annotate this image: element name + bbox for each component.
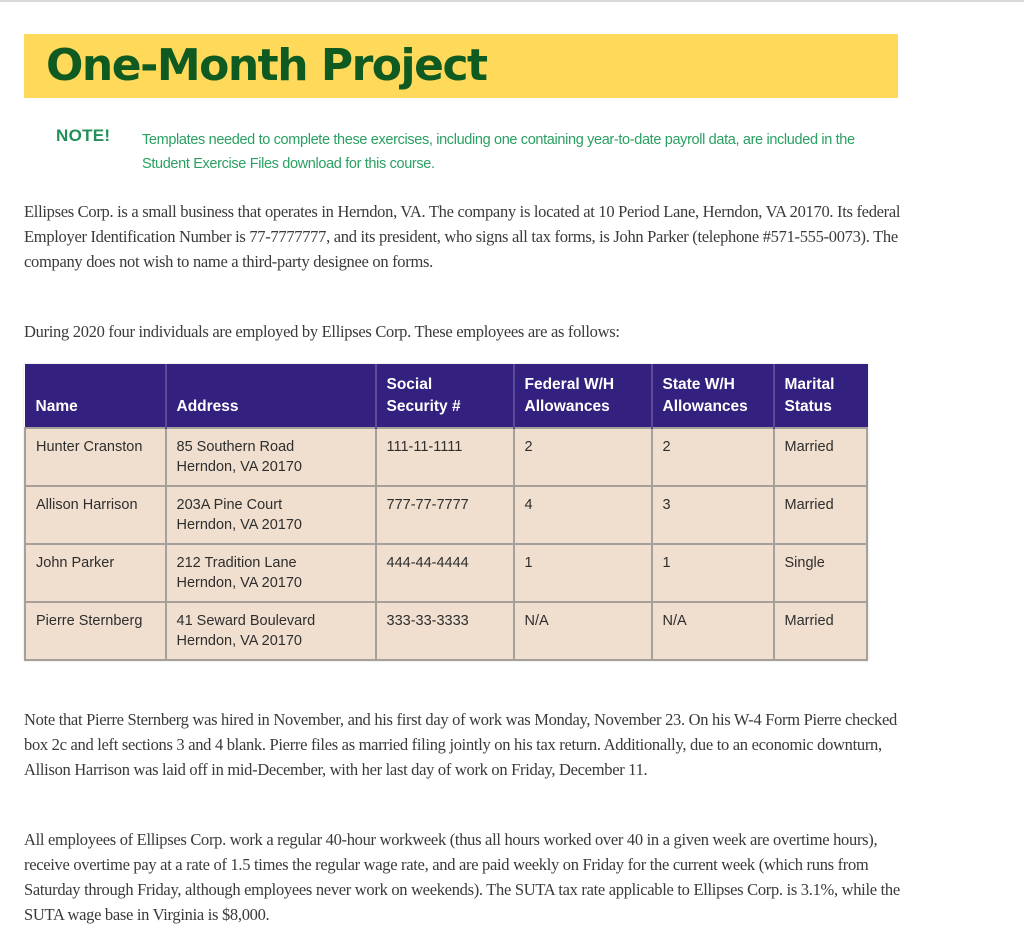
cell-federal-allowances: N/A (514, 602, 652, 660)
cell-ssn: 333-33-3333 (376, 602, 514, 660)
column-header-address-label: Address (176, 398, 239, 415)
column-header-state-allowances (652, 365, 774, 429)
employee-table (24, 364, 868, 661)
cell-name: Allison Harrison (25, 486, 166, 544)
address-line2: Herndon, VA 20170 (176, 459, 302, 475)
cell-ssn: 777-77-7777 (376, 486, 514, 544)
payroll-policy-paragraph: All employees of Ellipses Corp. work a regular 40-hour workweek (thus all hours worked over 40 in a given week are overtime hours), receive overtime pay at a rate of 1.5 times the regular wage rate, and are paid weekly on Friday for the current week (which runs from Saturday through Friday, although employees never work on weekends). The SUTA tax rate applicable to Ellipses Corp. is 3.1%, while the SUTA wage base in Virginia is $8,000. (24, 830, 900, 924)
cell-state-allowances: N/A (652, 602, 774, 660)
address-line2: Herndon, VA 20170 (176, 633, 302, 649)
employee-notes-paragraph: Note that Pierre Sternberg was hired in November, and his first day of work was Monday, November 23. On his W-4 Form Pierre checked box 2c and left sections 3 and 4 blank. Pierre files as married filing jointly on his tax return. Additionally, due to an economic downturn, Allison Harrison was laid off in mid-December, with her last day of work on Friday, December 11. (24, 710, 897, 779)
column-header-federal-allowances (514, 365, 652, 429)
cell-federal-allowances: 1 (514, 544, 652, 602)
table-row (25, 544, 867, 602)
address-line1: 203A Pine Court (176, 497, 283, 513)
cell-marital-status: Single (774, 544, 868, 602)
page-title: One-Month Project (46, 40, 487, 91)
column-header-ssn (376, 365, 514, 429)
address-line1: 41 Seward Boulevard (176, 613, 316, 629)
cell-federal-allowances: 2 (514, 428, 652, 486)
column-header-federal-line2: Allowances (524, 398, 610, 415)
column-header-ssn-line1: Social (386, 376, 433, 393)
address-line2: Herndon, VA 20170 (176, 517, 302, 533)
table-row (25, 428, 867, 486)
column-header-ssn-line2: Security # (386, 398, 461, 415)
column-header-marital-line1: Marital (784, 376, 835, 393)
cell-state-allowances: 1 (652, 544, 774, 602)
cell-marital-status: Married (774, 602, 868, 660)
cell-address (166, 486, 376, 544)
employees-intro-paragraph: During 2020 four individuals are employed by Ellipses Corp. These employees are as follows: (24, 322, 620, 341)
cell-name: Pierre Sternberg (25, 602, 166, 660)
note-text: Templates needed to complete these exercises, including one containing year-to-date payroll data, are included in the Student Exercise Files download for this course. (142, 132, 855, 172)
cell-address (166, 602, 376, 660)
cell-ssn: 111-11-1111 (376, 428, 514, 486)
column-header-name (25, 365, 166, 429)
cell-address (166, 544, 376, 602)
address-line1: 85 Southern Road (176, 439, 295, 455)
column-header-marital-line2: Status (784, 398, 832, 415)
column-header-address (166, 365, 376, 429)
column-header-name-label: Name (35, 398, 78, 415)
cell-state-allowances: 2 (652, 428, 774, 486)
cell-federal-allowances: 4 (514, 486, 652, 544)
table-header-row (25, 365, 867, 429)
table-row (25, 486, 867, 544)
cell-name: John Parker (25, 544, 166, 602)
cell-state-allowances: 3 (652, 486, 774, 544)
column-header-federal-line1: Federal W/H (524, 376, 615, 393)
column-header-state-line2: Allowances (662, 398, 748, 415)
address-line1: 212 Tradition Lane (176, 555, 297, 571)
column-header-state-line1: State W/H (662, 376, 735, 393)
title-banner (24, 34, 898, 98)
cell-marital-status: Married (774, 428, 868, 486)
cell-marital-status: Married (774, 486, 868, 544)
cell-name: Hunter Cranston (25, 428, 166, 486)
note-label: NOTE! (56, 126, 111, 145)
table-row (25, 602, 867, 660)
column-header-marital-status (774, 365, 868, 429)
company-intro-paragraph: Ellipses Corp. is a small business that operates in Herndon, VA. The company is located at 10 Period Lane, Herndon, VA 20170. Its federal Employer Identification Number is 77-7777777, and its president, who signs all tax forms, is John Parker (telephone #571-555-0073). The company does not wish to name a third-party designee on forms. (24, 202, 901, 271)
cell-ssn: 444-44-4444 (376, 544, 514, 602)
cell-address (166, 428, 376, 486)
address-line2: Herndon, VA 20170 (176, 575, 302, 591)
